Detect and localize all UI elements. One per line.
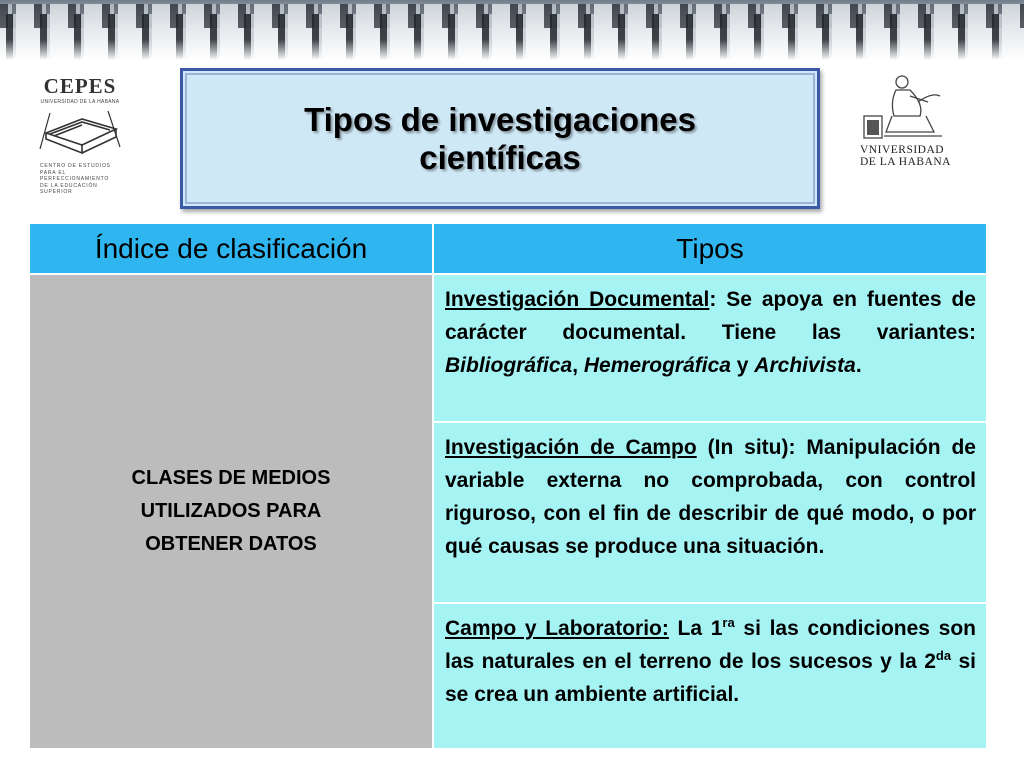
title-box [180, 68, 820, 209]
type-text: si las condiciones son las naturales en el terreno de los sucesos y la 2 [445, 617, 976, 673]
slide-title [304, 101, 696, 177]
type-text: (In situ): Manipulación de variable externa no comprobada, con control riguroso, con el fin de describir de qué modo, o por qué causas se produce una situación. [445, 436, 976, 558]
type-text: : Se apoya en fuentes de carácter documental. Tiene las variantes: [445, 288, 976, 344]
cepes-logo-caption [34, 163, 126, 196]
cepes-caption-line: DE LA EDUCACIÓN SUPERIOR [40, 182, 98, 195]
cepes-caption-line: PARA EL PERFECCIONAMIENTO [40, 169, 110, 182]
spiral-rings [0, 14, 1024, 60]
wordmark-line: DE LA HABANA [860, 156, 951, 168]
type-text: si se crea un ambiente artificial. [445, 650, 976, 706]
classification-table [28, 222, 988, 750]
table-header-row [29, 223, 987, 274]
cepes-caption-line: CENTRO DE ESTUDIOS [40, 163, 111, 169]
slide-title-line1: Tipos de investigaciones [304, 100, 696, 138]
type-cell-documental [433, 274, 987, 422]
cepes-logo [34, 74, 126, 195]
type-cell-campo-laboratorio [433, 603, 987, 749]
type-italic: Bibliográfica [445, 354, 573, 377]
header-index: Índice de clasificación [29, 223, 433, 274]
type-text: y [730, 354, 755, 377]
book-icon [38, 107, 122, 159]
slide-title-line2: científicas [419, 138, 581, 176]
type-term: Investigación Documental [445, 288, 710, 311]
universidad-habana-wordmark [860, 144, 1002, 168]
type-text: , [572, 354, 584, 377]
notebook-binding [0, 0, 1024, 70]
cepes-logo-subtitle: UNIVERSIDAD DE LA HABANA [40, 99, 120, 105]
class-label-line: UTILIZADOS PARA [140, 500, 322, 522]
type-text: La 1 [668, 617, 723, 640]
type-term: Investigación de Campo [445, 436, 697, 459]
ordinal-superscript: da [935, 648, 952, 663]
table-row [29, 274, 987, 422]
classification-cell [29, 274, 433, 749]
cepes-logo-brand: CEPES [43, 74, 117, 98]
alma-mater-statue-icon [862, 72, 952, 142]
type-italic: Archivista [754, 354, 856, 377]
wordmark-line: VNIVERSIDAD [860, 144, 945, 156]
header-types: Tipos [433, 223, 987, 274]
type-italic: Hemerográfica [583, 354, 731, 377]
class-label-line: CLASES DE MEDIOS [131, 467, 331, 489]
type-text: . [855, 354, 862, 377]
class-label-line: OBTENER DATOS [145, 533, 317, 555]
type-term: Campo y Laboratorio: [445, 617, 669, 640]
universidad-habana-logo [858, 72, 1003, 172]
ordinal-superscript: ra [722, 615, 735, 630]
type-cell-campo [433, 422, 987, 603]
